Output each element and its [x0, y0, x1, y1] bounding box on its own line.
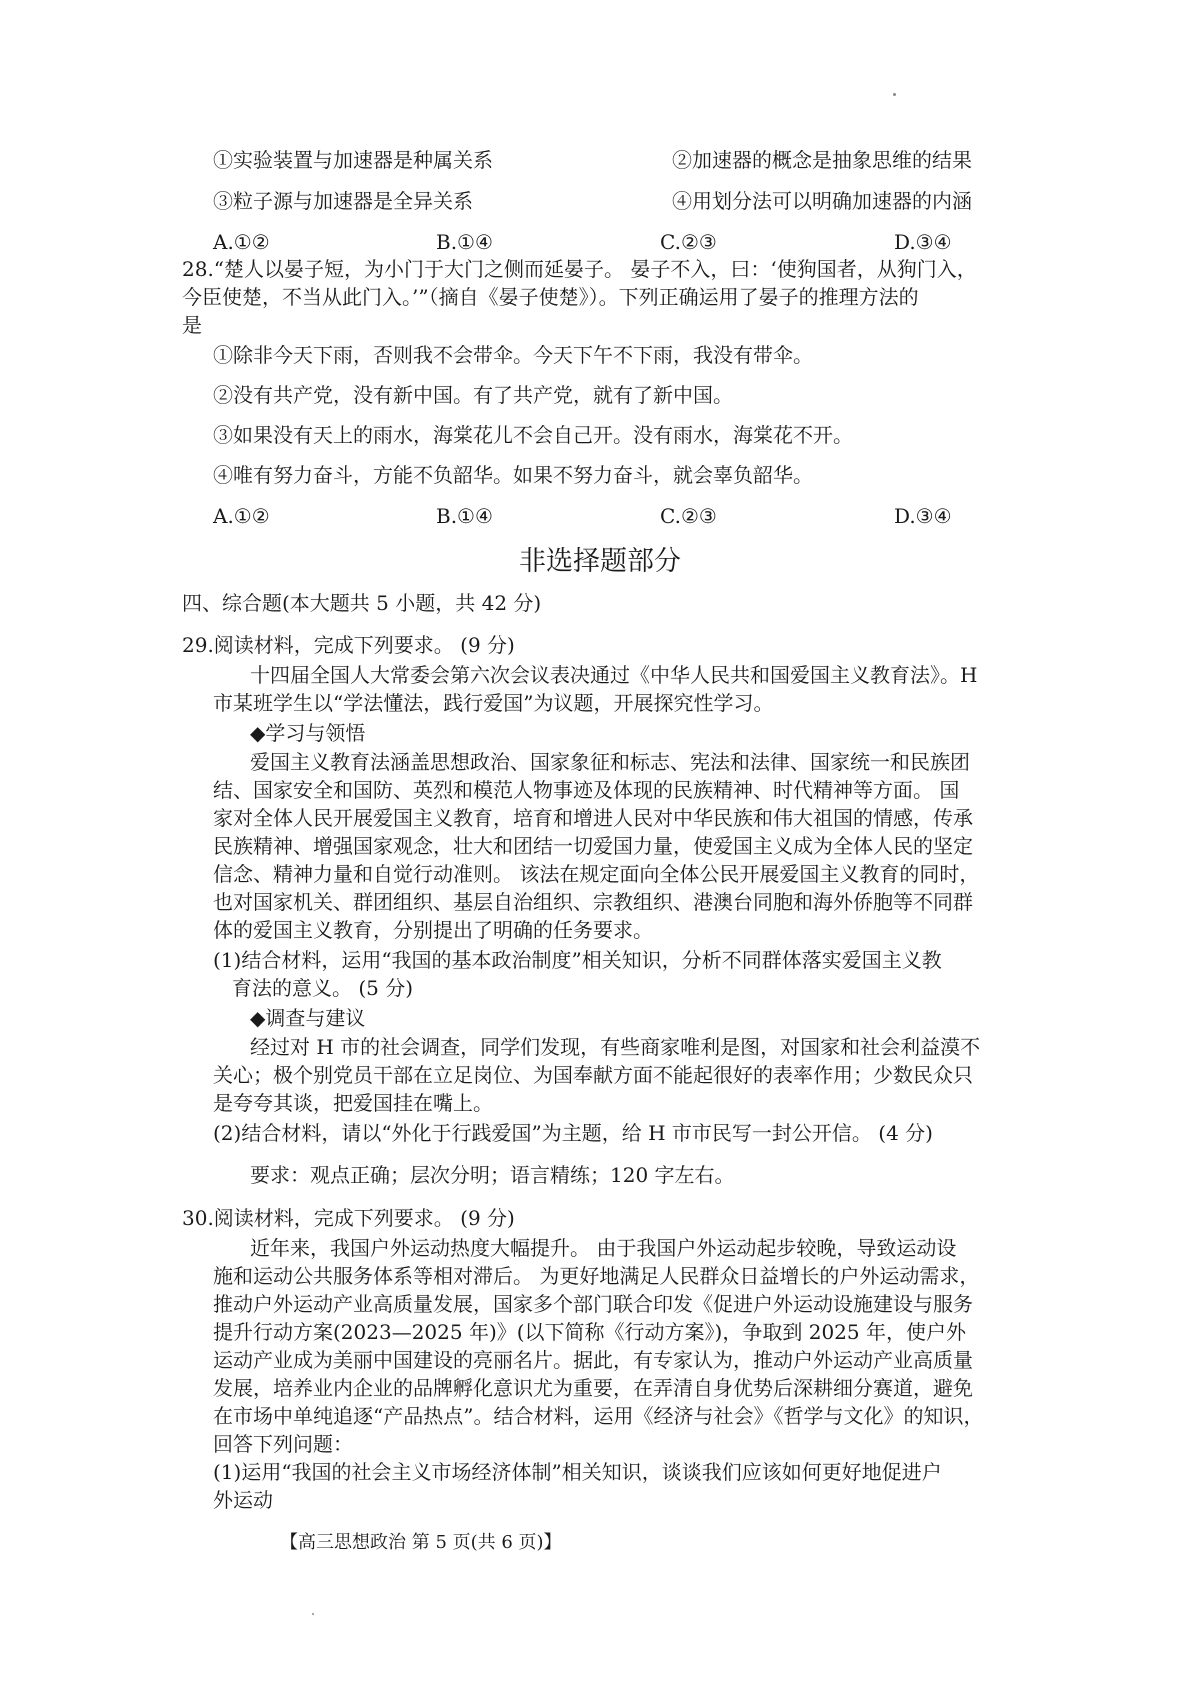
q30-material-line-8: 回答下列问题：: [213, 1432, 353, 1456]
q29-material-3-line-1: 经过对 H 市的社会调查，同学们发现，有些商家唯利是图，对国家和社会利益漠不: [250, 1035, 981, 1059]
q27-statement-4: ④用划分法可以明确加速器的内涵: [672, 189, 972, 213]
scan-speck: [893, 93, 896, 96]
q28-statement-4: ④唯有努力奋斗，方能不负韶华。如果不努力奋斗，就会辜负韶华。: [213, 463, 813, 487]
q30-material-line-4: 提升行动方案(2023—2025 年)》(以下简称《行动方案》)，争取到 2025 年，使户外: [213, 1320, 966, 1344]
part4-heading: 四、综合题(本大题共 5 小题，共 42 分): [182, 591, 542, 615]
page-footer: 【高三思想政治 第 5 页(共 6 页)】: [280, 1532, 562, 1553]
q29-material-3-line-2: 关心；极个别党员干部在立足岗位、为国奉献方面不能起很好的表率作用；少数民众只: [213, 1063, 973, 1087]
q29-question-2: (2)结合材料，请以“外化于行践爱国”为主题，给 H 市市民写一封公开信。 (4 分): [213, 1121, 933, 1145]
q29-material-1-line-2: 市某班学生以“学法懂法，践行爱国”为议题，开展探究性学习。: [213, 691, 774, 715]
q30-heading: 30.阅读材料，完成下列要求。 (9 分): [182, 1206, 515, 1230]
q28-option-d: D.③④: [894, 504, 952, 528]
q29-material-2-line-7: 体的爱国主义教育，分别提出了明确的任务要求。: [213, 918, 653, 942]
q30-material-line-3: 推动户外运动产业高质量发展，国家多个部门联合印发《促进户外运动设施建设与服务: [213, 1292, 973, 1316]
q28-stem-line-3: 是: [182, 313, 202, 337]
q30-material-line-5: 运动产业成为美丽中国建设的亮丽名片。据此，有专家认为，推动户外运动产业高质量: [213, 1348, 973, 1372]
section-title: 非选择题部分: [519, 546, 681, 577]
q29-material-2-line-1: 爱国主义教育法涵盖思想政治、国家象征和标志、宪法和法律、国家统一和民族团: [250, 750, 970, 774]
scan-speck-bottom: [312, 1613, 314, 1615]
q28-statement-1: ①除非今天下雨，否则我不会带伞。今天下午不下雨，我没有带伞。: [213, 343, 813, 367]
q29-material-2-line-3: 家对全体人民开展爱国主义教育，培育和增进人民对中华民族和伟大祖国的情感，传承: [213, 806, 973, 830]
q27-option-b: B.①④: [436, 230, 493, 254]
q29-material-2-line-2: 结、国家安全和国防、英烈和模范人物事迹及体现的民族精神、时代精神等方面。 国: [213, 778, 960, 802]
q29-heading: 29.阅读材料，完成下列要求。 (9 分): [182, 633, 515, 657]
q27-option-a: A.①②: [213, 230, 270, 254]
q27-statement-3: ③粒子源与加速器是全异关系: [213, 189, 473, 213]
q29-material-2-line-5: 信念、精神力量和自觉行动准则。 该法在规定面向全体公民开展爱国主义教育的同时，: [213, 862, 980, 886]
q28-stem-line-1: 28.“楚人以晏子短，为小门于大门之侧而延晏子。 晏子不入，曰：‘使狗国者，从狗门入，: [182, 257, 977, 281]
q27-option-d: D.③④: [894, 230, 952, 254]
q29-question-1-line-1: (1)结合材料，运用“我国的基本政治制度”相关知识，分析不同群体落实爱国主义教: [213, 948, 942, 972]
q29-subheading-survey: ◆调查与建议: [250, 1006, 366, 1030]
q29-subheading-study: ◆学习与领悟: [250, 721, 366, 745]
q28-stem-line-2: 今臣使楚，不当从此门入。’”（摘自《晏子使楚》）。下列正确运用了晏子的推理方法的: [182, 285, 919, 309]
q28-statement-3: ③如果没有天上的雨水，海棠花儿不会自己开。没有雨水，海棠花不开。: [213, 423, 853, 447]
q29-question-1-line-2: 育法的意义。 (5 分): [232, 976, 414, 1000]
q27-statement-2: ②加速器的概念是抽象思维的结果: [672, 148, 972, 172]
q28-option-b: B.①④: [436, 504, 493, 528]
q30-material-line-7: 在市场中单纯追逐“产品热点”。结合材料，运用《经济与社会》《哲学与文化》的知识，: [213, 1404, 984, 1428]
q27-option-c: C.②③: [660, 230, 717, 254]
q30-question-1-line-2: 外运动: [213, 1488, 273, 1512]
q30-material-line-6: 发展，培养业内企业的品牌孵化意识尤为重要，在弄清自身优势后深耕细分赛道，避免: [213, 1376, 973, 1400]
q28-option-c: C.②③: [660, 504, 717, 528]
q30-material-line-2: 施和运动公共服务体系等相对滞后。 为更好地满足人民群众日益增长的户外运动需求，: [213, 1264, 980, 1288]
q28-option-a: A.①②: [213, 504, 270, 528]
q27-statement-1: ①实验装置与加速器是种属关系: [213, 148, 493, 172]
q29-material-3-line-3: 是夸夸其谈，把爱国挂在嘴上。: [213, 1091, 493, 1115]
q29-material-2-line-6: 也对国家机关、群团组织、基层自治组织、宗教组织、港澳台同胞和海外侨胞等不同群: [213, 890, 973, 914]
q29-material-1-line-1: 十四届全国人大常委会第六次会议表决通过《中华人民共和国爱国主义教育法》。H: [250, 663, 978, 687]
q28-statement-2: ②没有共产党，没有新中国。有了共产党，就有了新中国。: [213, 383, 733, 407]
q30-material-line-1: 近年来，我国户外运动热度大幅提升。 由于我国户外运动起步较晚，导致运动设: [250, 1236, 957, 1260]
q29-material-2-line-4: 民族精神、增强国家观念，壮大和团结一切爱国力量，使爱国主义成为全体人民的坚定: [213, 834, 973, 858]
q29-requirements: 要求：观点正确；层次分明；语言精练；120 字左右。: [250, 1163, 735, 1187]
q30-question-1-line-1: (1)运用“我国的社会主义市场经济体制”相关知识，谈谈我们应该如何更好地促进户: [213, 1460, 942, 1484]
